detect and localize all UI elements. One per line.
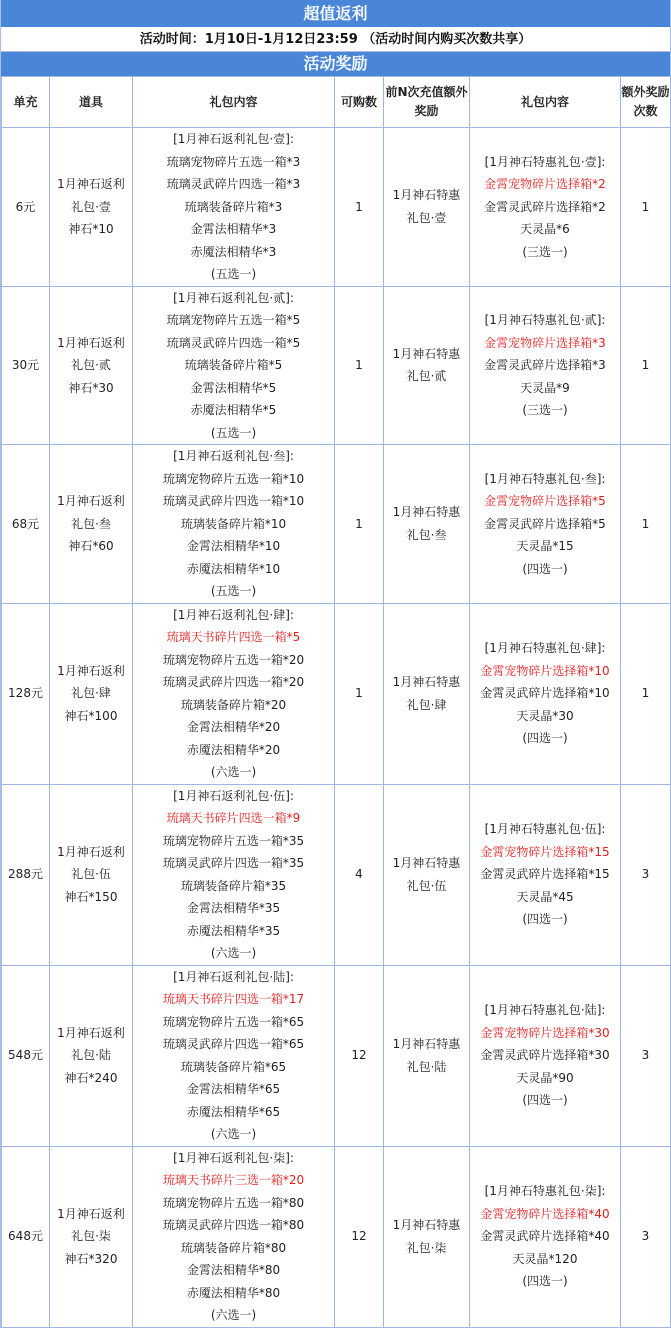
bonus-content-line: 天灵晶*45 bbox=[516, 889, 574, 904]
bonus-pack-line: 礼包·伍 bbox=[406, 878, 447, 893]
pack-content-line: [1月神石返利礼包·叁]: bbox=[173, 449, 294, 463]
item-line: 礼包·贰 bbox=[71, 358, 111, 372]
pack-content-line: 琉璃灵武碎片四选一箱*80 bbox=[162, 1218, 305, 1232]
pack-content-line: [1月神石返利礼包·贰]: bbox=[173, 290, 294, 305]
purchase-limit-cell: 1 bbox=[335, 128, 384, 287]
col-header-item: 道具 bbox=[50, 77, 133, 128]
pack-content-line: 琉璃灵武碎片四选一箱*65 bbox=[162, 1037, 305, 1051]
bonus-content-line: 金霄宠物碎片选择箱*30 bbox=[480, 1025, 610, 1040]
pack-content-line: 琉璃宠物碎片五选一箱*20 bbox=[162, 652, 305, 667]
bonus-times-cell: 1 bbox=[621, 286, 671, 445]
bonus-pack-line: 1月神石特惠 bbox=[392, 1037, 461, 1051]
bonus-content-line: 金霄宠物碎片选择箱*2 bbox=[484, 177, 606, 191]
bonus-pack-cell bbox=[384, 128, 470, 287]
item-line: 1月神石返利 bbox=[57, 1206, 125, 1221]
pack-content-line: [1月神石返利礼包·伍]: bbox=[173, 788, 294, 803]
item-line: 礼包·柒 bbox=[71, 1229, 111, 1244]
item-line: 礼包·肆 bbox=[71, 686, 111, 701]
bonus-pack-cell bbox=[384, 286, 470, 445]
item-line: 神石*150 bbox=[64, 889, 118, 904]
bonus-content-line: 金霄宠物碎片选择箱*3 bbox=[484, 335, 606, 350]
price-cell: 128元 bbox=[2, 603, 50, 784]
bonus-pack-line: 礼包·贰 bbox=[406, 369, 447, 384]
bonus-content-line: (四选一) bbox=[522, 1274, 568, 1289]
bonus-times-cell: 1 bbox=[621, 128, 671, 287]
pack-content-line: 金霄法相精华*35 bbox=[186, 901, 281, 915]
bonus-pack-line: 1月神石特惠 bbox=[392, 675, 461, 689]
bonus-content-line: 金霄宠物碎片选择箱*40 bbox=[480, 1206, 610, 1221]
pack-content-line: 琉璃宠物碎片五选一箱*65 bbox=[162, 1014, 305, 1029]
bonus-content-line: (四选一) bbox=[522, 561, 568, 576]
reward-table bbox=[1, 76, 671, 1328]
bonus-content-cell bbox=[470, 128, 621, 287]
bonus-content-line: 金霄宠物碎片选择箱*5 bbox=[484, 494, 606, 508]
pack-content-line: (五选一) bbox=[210, 584, 257, 598]
bonus-content-line: 金霄宠物碎片选择箱*10 bbox=[480, 663, 610, 678]
table-row bbox=[2, 603, 671, 784]
item-line: 神石*30 bbox=[68, 380, 114, 395]
pack-content-cell bbox=[133, 603, 335, 784]
bonus-content-line: (三选一) bbox=[522, 244, 568, 259]
item-line: 1月神石返利 bbox=[57, 177, 125, 191]
table-row bbox=[2, 445, 671, 604]
pack-content-line: 金霄法相精华*20 bbox=[186, 720, 281, 734]
pack-content-line: 赤魇法相精华*35 bbox=[186, 923, 281, 938]
reward-section-title: 活动奖励 bbox=[1, 52, 670, 76]
pack-content-line: [1月神石返利礼包·柒]: bbox=[173, 1150, 294, 1165]
pack-content-line: 赤魇法相精华*10 bbox=[186, 561, 281, 576]
item-line: 神石*100 bbox=[64, 708, 118, 723]
bonus-content-line: 金霄灵武碎片选择箱*2 bbox=[484, 199, 606, 214]
pack-content-line: 琉璃灵武碎片四选一箱*35 bbox=[162, 856, 305, 870]
bonus-content-line: 天灵晶*90 bbox=[516, 1070, 574, 1085]
purchase-limit-cell: 1 bbox=[335, 286, 384, 445]
bonus-content-cell bbox=[470, 1146, 621, 1327]
table-row bbox=[2, 784, 671, 965]
item-line: 1月神石返利 bbox=[57, 1025, 125, 1040]
col-header-bonus-times: 额外奖励次数 bbox=[621, 77, 671, 128]
pack-content-cell bbox=[133, 286, 335, 445]
bonus-content-line: 金霄灵武碎片选择箱*30 bbox=[480, 1048, 610, 1063]
pack-content-line: 琉璃宠物碎片五选一箱*5 bbox=[166, 313, 301, 327]
pack-content-cell bbox=[133, 1146, 335, 1327]
bonus-content-line: (四选一) bbox=[522, 912, 568, 927]
bonus-pack-line: 礼包·柒 bbox=[406, 1240, 447, 1255]
price-cell: 548元 bbox=[2, 965, 50, 1146]
bonus-pack-cell bbox=[384, 965, 470, 1146]
price-cell: 68元 bbox=[2, 445, 50, 604]
bonus-pack-cell bbox=[384, 1146, 470, 1327]
bonus-content-line: [1月神石特惠礼包·伍]: bbox=[484, 822, 606, 837]
bonus-pack-line: 1月神石特惠 bbox=[392, 856, 461, 870]
bonus-content-line: 天灵晶*30 bbox=[516, 708, 574, 723]
table-row bbox=[2, 128, 671, 287]
pack-content-line: (六选一) bbox=[210, 765, 257, 779]
pack-content-line: (六选一) bbox=[210, 946, 257, 960]
pack-content-line: 琉璃灵武碎片四选一箱*10 bbox=[162, 494, 305, 508]
pack-content-line: 琉璃天书碎片四选一箱*5 bbox=[166, 630, 301, 644]
bonus-pack-line: 礼包·叁 bbox=[406, 527, 447, 542]
bonus-content-line: 金霄灵武碎片选择箱*3 bbox=[484, 358, 606, 372]
price-cell: 30元 bbox=[2, 286, 50, 445]
pack-content-cell bbox=[133, 128, 335, 287]
bonus-content-cell bbox=[470, 784, 621, 965]
item-line: 神石*10 bbox=[68, 222, 114, 236]
pack-content-line: 琉璃灵武碎片四选一箱*20 bbox=[162, 675, 305, 689]
bonus-content-line: [1月神石特惠礼包·陆]: bbox=[484, 1003, 606, 1018]
item-line: 神石*320 bbox=[64, 1251, 118, 1266]
bonus-content-line: 天灵晶*15 bbox=[516, 539, 574, 553]
item-line: 礼包·叁 bbox=[71, 516, 111, 531]
bonus-pack-cell bbox=[384, 603, 470, 784]
pack-content-line: (五选一) bbox=[210, 267, 257, 281]
pack-content-line: 琉璃宠物碎片五选一箱*10 bbox=[162, 471, 305, 486]
pack-content-line: 金霄法相精华*10 bbox=[186, 539, 281, 553]
bonus-content-line: 金霄宠物碎片选择箱*15 bbox=[480, 844, 610, 859]
pack-content-line: [1月神石返利礼包·陆]: bbox=[173, 969, 294, 984]
bonus-content-line: 天灵晶*6 bbox=[520, 222, 570, 236]
purchase-limit-cell: 12 bbox=[335, 965, 384, 1146]
item-line: 神石*240 bbox=[64, 1070, 118, 1085]
bonus-pack-cell bbox=[384, 445, 470, 604]
bonus-content-line: 金霄灵武碎片选择箱*10 bbox=[480, 686, 610, 701]
item-cell bbox=[50, 128, 133, 287]
pack-content-line: 琉璃装备碎片箱*10 bbox=[180, 516, 287, 531]
pack-content-line: [1月神石返利礼包·肆]: bbox=[173, 607, 294, 622]
item-cell bbox=[50, 286, 133, 445]
table-row bbox=[2, 965, 671, 1146]
pack-content-line: (五选一) bbox=[210, 425, 257, 440]
bonus-content-cell bbox=[470, 445, 621, 604]
col-header-content: 礼包内容 bbox=[133, 77, 335, 128]
pack-content-line: [1月神石返利礼包·壹]: bbox=[173, 132, 294, 146]
item-line: 1月神石返利 bbox=[57, 844, 125, 859]
item-line: 礼包·伍 bbox=[71, 867, 111, 882]
pack-content-line: 琉璃装备碎片箱*65 bbox=[180, 1059, 287, 1074]
pack-content-cell bbox=[133, 445, 335, 604]
bonus-content-line: [1月神石特惠礼包·柒]: bbox=[484, 1184, 606, 1199]
bonus-content-cell bbox=[470, 603, 621, 784]
pack-content-line: 琉璃宠物碎片五选一箱*80 bbox=[162, 1195, 305, 1210]
bonus-pack-line: 1月神石特惠 bbox=[392, 1218, 461, 1232]
bonus-times-cell: 3 bbox=[621, 965, 671, 1146]
item-line: 1月神石返利 bbox=[57, 494, 125, 508]
event-time: 活动时间：1月10日-1月12日23:59 （活动时间内购买次数共享） bbox=[1, 27, 670, 52]
bonus-pack-line: 1月神石特惠 bbox=[392, 505, 461, 520]
bonus-content-line: (三选一) bbox=[522, 403, 568, 417]
bonus-content-line: [1月神石特惠礼包·贰]: bbox=[484, 313, 606, 327]
item-line: 1月神石返利 bbox=[57, 663, 125, 678]
table-header-row bbox=[2, 77, 671, 128]
bonus-content-line: [1月神石特惠礼包·肆]: bbox=[484, 641, 606, 656]
col-header-first-n-bonus: 前N次充值额外奖励 bbox=[384, 77, 470, 128]
bonus-content-line: 天灵晶*120 bbox=[512, 1251, 578, 1266]
pack-content-line: 琉璃装备碎片箱*35 bbox=[180, 878, 287, 893]
item-cell bbox=[50, 784, 133, 965]
bonus-pack-line: 1月神石特惠 bbox=[392, 346, 461, 361]
pack-content-line: 琉璃装备碎片箱*5 bbox=[184, 358, 283, 372]
pack-content-line: 琉璃天书碎片四选一箱*9 bbox=[166, 811, 301, 825]
pack-content-line: 琉璃装备碎片箱*3 bbox=[184, 199, 283, 214]
purchase-limit-cell: 1 bbox=[335, 445, 384, 604]
item-cell bbox=[50, 1146, 133, 1327]
bonus-times-cell: 1 bbox=[621, 445, 671, 604]
item-line: 礼包·陆 bbox=[71, 1048, 111, 1063]
table-row bbox=[2, 1146, 671, 1327]
pack-content-cell bbox=[133, 965, 335, 1146]
pack-content-line: 赤魇法相精华*5 bbox=[190, 403, 277, 417]
bonus-content-cell bbox=[470, 965, 621, 1146]
bonus-pack-line: 礼包·肆 bbox=[406, 697, 447, 712]
price-cell: 648元 bbox=[2, 1146, 50, 1327]
item-line: 1月神石返利 bbox=[57, 335, 125, 350]
bonus-times-cell: 3 bbox=[621, 784, 671, 965]
pack-content-line: 琉璃装备碎片箱*80 bbox=[180, 1240, 287, 1255]
purchase-limit-cell: 12 bbox=[335, 1146, 384, 1327]
pack-content-line: 琉璃宠物碎片五选一箱*35 bbox=[162, 833, 305, 848]
item-line: 神石*60 bbox=[68, 539, 114, 553]
price-cell: 288元 bbox=[2, 784, 50, 965]
table-row bbox=[2, 286, 671, 445]
bonus-content-cell bbox=[470, 286, 621, 445]
col-header-bonus-content: 礼包内容 bbox=[470, 77, 621, 128]
pack-content-line: 琉璃灵武碎片四选一箱*3 bbox=[166, 177, 301, 191]
bonus-content-line: 金霄灵武碎片选择箱*40 bbox=[480, 1229, 610, 1244]
bonus-content-line: (四选一) bbox=[522, 731, 568, 746]
pack-content-line: 琉璃天书碎片三选一箱*20 bbox=[162, 1173, 305, 1187]
col-header-qty: 可购数 bbox=[335, 77, 384, 128]
bonus-pack-line: 礼包·陆 bbox=[406, 1059, 447, 1074]
bonus-content-line: 天灵晶*9 bbox=[520, 380, 570, 395]
pack-content-line: 琉璃装备碎片箱*20 bbox=[180, 697, 287, 712]
purchase-limit-cell: 4 bbox=[335, 784, 384, 965]
pack-content-line: 金霄法相精华*5 bbox=[190, 380, 277, 395]
pack-content-line: 金霄法相精华*80 bbox=[186, 1263, 281, 1277]
bonus-pack-cell bbox=[384, 784, 470, 965]
pack-content-line: 赤魇法相精华*3 bbox=[190, 244, 277, 259]
pack-content-line: 赤魇法相精华*20 bbox=[186, 742, 281, 757]
bonus-pack-line: 1月神石特惠 bbox=[392, 188, 461, 203]
pack-content-line: 赤魇法相精华*65 bbox=[186, 1104, 281, 1119]
bonus-content-line: 金霄灵武碎片选择箱*5 bbox=[484, 516, 606, 531]
page-title: 超值返利 bbox=[1, 0, 670, 27]
item-cell bbox=[50, 445, 133, 604]
col-header-price: 单充 bbox=[2, 77, 50, 128]
purchase-limit-cell: 1 bbox=[335, 603, 384, 784]
pack-content-line: 琉璃宠物碎片五选一箱*3 bbox=[166, 154, 301, 169]
item-line: 礼包·壹 bbox=[71, 199, 111, 214]
item-cell bbox=[50, 603, 133, 784]
bonus-content-line: 金霄灵武碎片选择箱*15 bbox=[480, 867, 610, 882]
pack-content-line: (六选一) bbox=[210, 1308, 257, 1322]
pack-content-cell bbox=[133, 784, 335, 965]
pack-content-line: 琉璃天书碎片四选一箱*17 bbox=[162, 992, 305, 1006]
bonus-times-cell: 3 bbox=[621, 1146, 671, 1327]
pack-content-line: 金霄法相精华*65 bbox=[186, 1082, 281, 1096]
bonus-times-cell: 1 bbox=[621, 603, 671, 784]
bonus-content-line: (四选一) bbox=[522, 1093, 568, 1108]
bonus-content-line: [1月神石特惠礼包·叁]: bbox=[484, 471, 606, 486]
bonus-content-line: [1月神石特惠礼包·壹]: bbox=[484, 154, 606, 169]
pack-content-line: 赤魇法相精华*80 bbox=[186, 1285, 281, 1300]
pack-content-line: (六选一) bbox=[210, 1127, 257, 1141]
pack-content-line: 金霄法相精华*3 bbox=[190, 222, 277, 236]
price-cell: 6元 bbox=[2, 128, 50, 287]
item-cell bbox=[50, 965, 133, 1146]
pack-content-line: 琉璃灵武碎片四选一箱*5 bbox=[166, 335, 301, 350]
bonus-pack-line: 礼包·壹 bbox=[406, 210, 447, 225]
